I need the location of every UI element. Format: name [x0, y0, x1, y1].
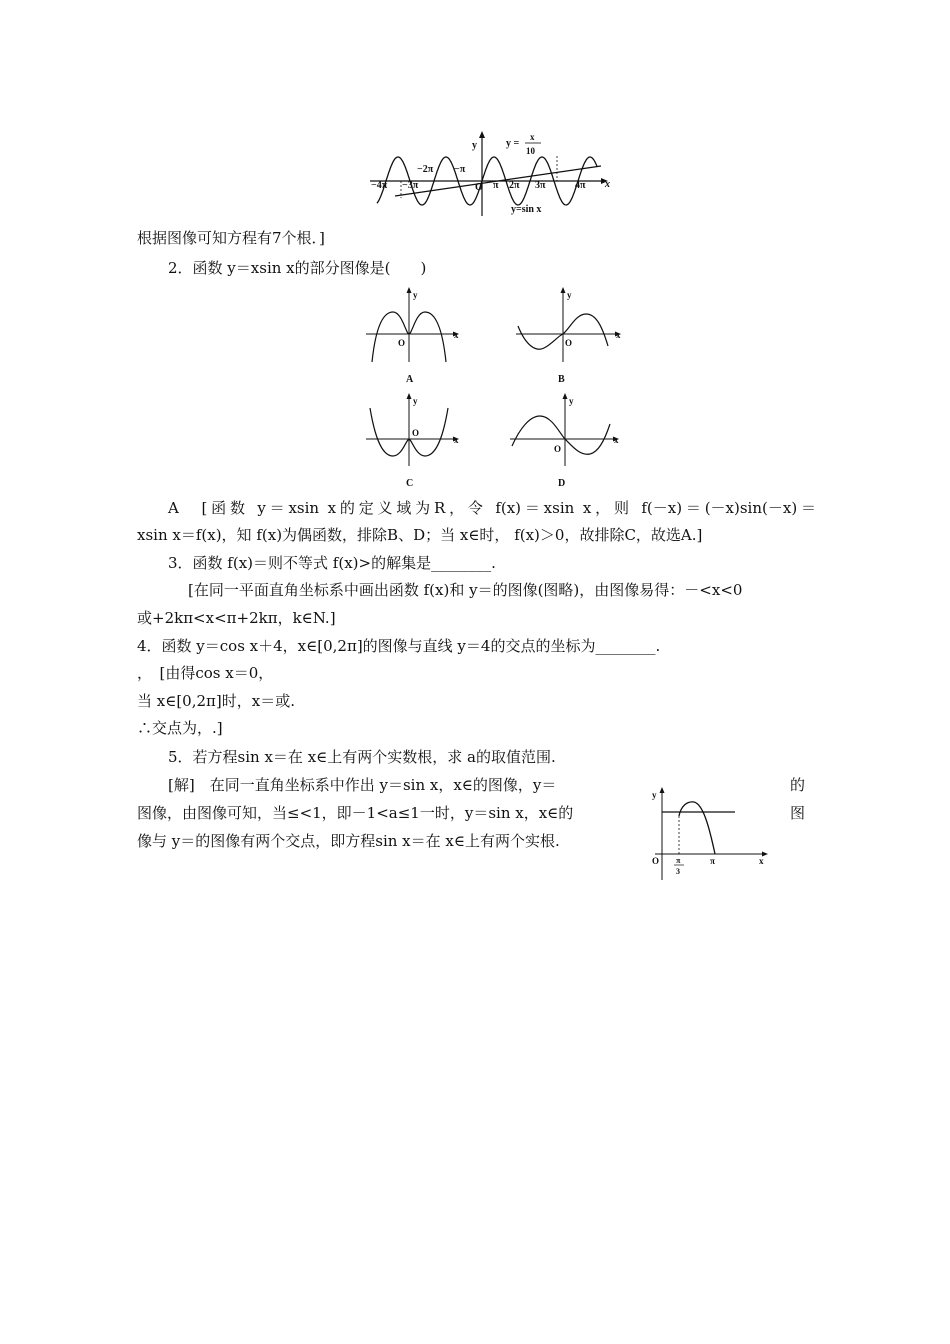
figure-sin-vs-line	[365, 128, 615, 220]
graph-d-y: y	[569, 396, 574, 406]
question-4: 4．函数 y＝cos x＋4，x∈[0,2π]的图像与直线 y＝4的交点的坐标为________.	[137, 637, 661, 655]
fig1-xlabel: x	[605, 179, 610, 190]
fig1-sin-label: y=sin x	[511, 204, 542, 215]
graph-a	[366, 287, 459, 385]
figure-sin-segment	[645, 782, 775, 884]
fig1-tick-pi: π	[493, 180, 499, 191]
fig3-o: O	[652, 856, 660, 866]
graph-a-label: A	[406, 374, 414, 385]
graph-b-label: B	[558, 374, 565, 385]
answer-3-line-1: [在同一平面直角坐标系中画出函数 f(x)和 y＝的图像(图略)，由图像易得：－<x<0	[188, 581, 743, 599]
graph-c	[366, 393, 459, 489]
answer-3-line-2: 或+2kπ<x<π+2kπ，k∈N.]	[137, 609, 336, 627]
answer-2-line-1: A [函数 y＝xsin x的定义域为R，令 f(x)＝xsin x，则 f(－x)＝(－x)sin(－x)＝	[168, 499, 816, 517]
fig1-tick-2pi: 2π	[509, 180, 520, 191]
graph-a-x: x	[454, 330, 459, 340]
figure-options-abcd	[360, 284, 630, 494]
graph-c-label: C	[406, 478, 414, 489]
fig1-ylabel: y	[472, 140, 477, 151]
answer-2-line-2: xsin x＝f(x)，知 f(x)为偶函数，排除B、D；当 x∈时， f(x)＞0，故排除C，故选A.]	[137, 526, 703, 544]
fig1-tick-m3pi: −3π	[402, 180, 419, 191]
fig1-origin: O	[475, 182, 483, 193]
answer-5-line-3: 像与 y＝的图像有两个交点，即方程sin x＝在 x∈上有两个实根.	[137, 832, 560, 850]
graph-b-y: y	[567, 290, 572, 300]
fig1-eq-prefix: y =	[506, 138, 520, 149]
graph-a-y: y	[413, 290, 418, 300]
graph-c-o: O	[412, 428, 420, 438]
fig3-y: y	[652, 790, 657, 800]
answer-5-line-2: 图像，由图像可知，当≤<1，即－1<a≤1一时，y＝sin x，x∈的	[137, 804, 574, 822]
answer-5-line-2-end: 图	[790, 804, 806, 822]
fig1-eq-num: x	[530, 132, 535, 142]
answer-4-line-2: 当 x∈[0,2π]时，x＝或.	[137, 692, 295, 710]
answer-5-line-1-end: 的	[790, 776, 806, 794]
question-5: 5．若方程sin x＝在 x∈上有两个实数根，求 a的取值范围.	[168, 748, 556, 766]
fig3-pi3-den: 3	[676, 867, 680, 876]
fig1-tick-m4pi: −4π	[371, 180, 388, 191]
graph-a-o: O	[398, 338, 406, 348]
graph-c-y: y	[413, 396, 418, 406]
graph-d-label: D	[558, 478, 566, 489]
graph-b-x: x	[616, 330, 621, 340]
answer-4-line-3: ∴交点为，.]	[137, 719, 223, 737]
fig3-pi: π	[710, 856, 715, 866]
graph-d-o: O	[554, 444, 562, 454]
fig1-eq-den: 10	[526, 146, 535, 156]
answer-5-line-1: [解] 在同一直角坐标系中作出 y＝sin x，x∈的图像，y＝	[168, 776, 557, 794]
fig3-pi3-num: π	[676, 856, 681, 865]
graph-b-o: O	[565, 338, 573, 348]
fig1-tick-mpi: −π	[454, 164, 466, 175]
question-2: 2．函数 y＝xsin x的部分图像是( )	[168, 259, 427, 277]
question-3: 3．函数 f(x)＝则不等式 f(x)>的解集是________.	[168, 554, 496, 572]
graph-c-x: x	[454, 435, 459, 445]
graph-d	[510, 393, 619, 489]
graph-b	[516, 287, 621, 385]
fig1-tick-4pi: 4π	[575, 180, 586, 191]
answer-4-line-1: ， [由得cos x＝0，	[137, 664, 274, 682]
text-line-7-roots: 根据图像可知方程有7个根．]	[137, 229, 325, 247]
fig3-x: x	[759, 856, 764, 866]
fig1-tick-m2pi: −2π	[417, 164, 434, 175]
fig1-tick-3pi: 3π	[535, 180, 546, 191]
graph-d-x: x	[614, 435, 619, 445]
